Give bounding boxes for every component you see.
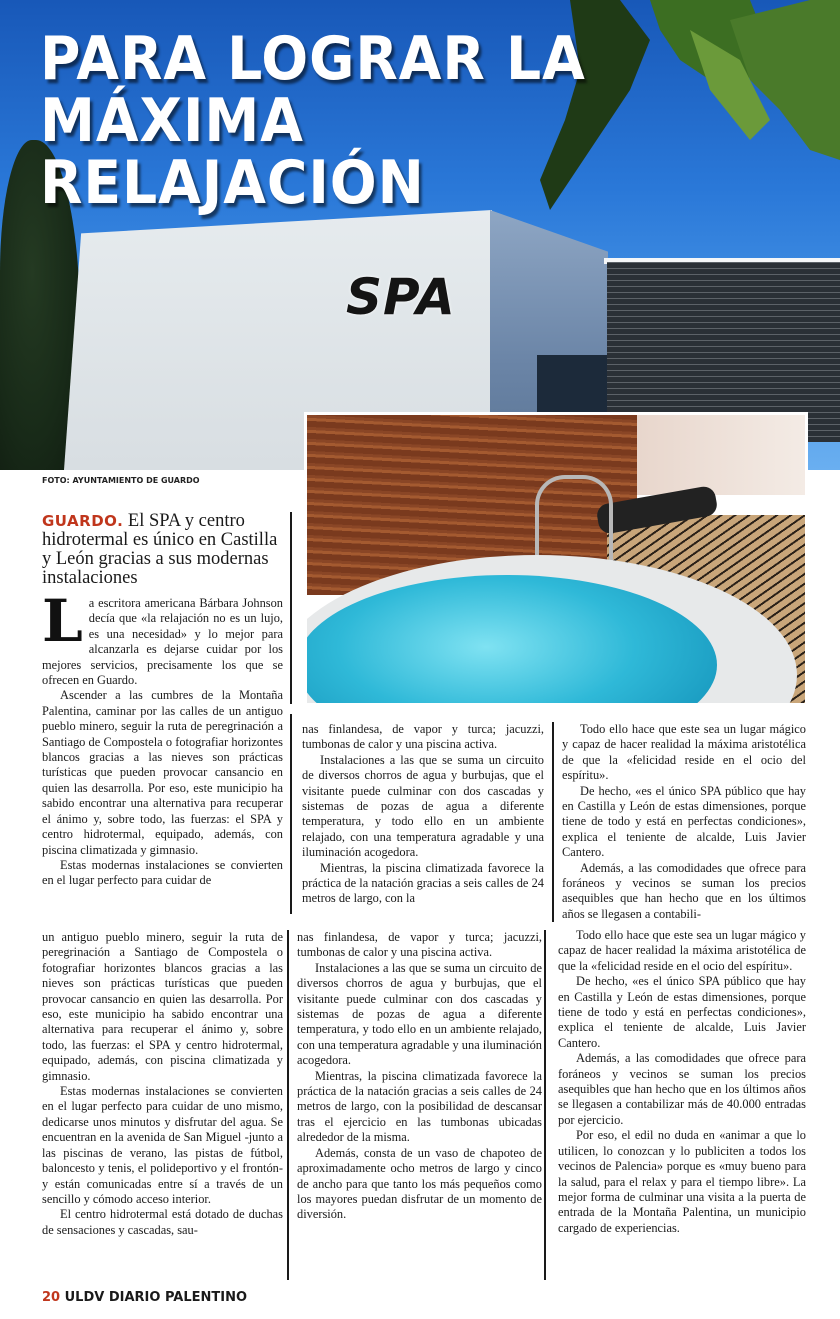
column-3 [562, 722, 806, 922]
deck-text: El SPA y centro hidrotermal es único en Castilla y León gracias a sus modernas instalaciones [42, 511, 278, 588]
hero-photo [0, 0, 840, 470]
paragraph: Además, a las comodidades que ofrece para foráneos y vecinos se suman los precios asequibles que han hecho que en los últimos años se llegasen a contabilizar más de 40.000 entradas por ejercicio. [558, 1051, 806, 1127]
paragraph: un antiguo pueblo minero, seguir la ruta de peregrinación a Santiago de Compostela o fotografiar horizontes blancos gracias a las nieves son prácticas turísticas que pueden provocar cansancio en quien las desarrolla. Por eso, este municipio ha sabido encontrar una alternativa para recuperar el ánimo y, sobre todo, las fuerzas: el SPA y centro hidrotermal, equipado, además, con piscina climatizada y gimnasio. [42, 930, 283, 1083]
paragraph: De hecho, «es el único SPA público que hay en Castilla y León de estas dimensiones, porque tiene de todo y está en perfectas condiciones», explica el teniente de alcalde, Luis Javier Cantero. [562, 783, 806, 860]
column-rule [287, 930, 289, 1280]
plaster-wall [637, 415, 808, 495]
headline-line-1: PARA LOGRAR LA [40, 24, 586, 94]
deck-location: GUARDO. [42, 512, 124, 530]
column-rule [544, 930, 546, 1280]
deck-subtitle [42, 512, 282, 588]
publication-name: ULDV DIARIO PALENTINO [64, 1290, 248, 1305]
column-1-continued [42, 930, 283, 1238]
column-rule [552, 722, 554, 922]
paragraph: Mientras, la piscina climatizada favorece la práctica de la natación gracias a seis calles de 24 metros de largo, con la posibilidad de descansar tras el ejercicio en las tumbonas ubicadas alrededor de la misma. [297, 1068, 542, 1145]
paragraph: Todo ello hace que este sea un lugar mágico y capaz de hacer realidad la máxima aristotélica de que la «felicidad reside en el ocio del espíritu». [562, 722, 806, 783]
building-door [537, 355, 607, 415]
page-number: 20 [42, 1290, 61, 1305]
paragraph: nas finlandesa, de vapor y turca; jacuzzi, tumbonas de calor y una piscina activa. [297, 930, 542, 960]
intro-paragraph [42, 587, 283, 688]
intro-text: a escritora americana Bárbara Johnson decía que «la relajación no es un lujo, es una necesidad» y lo mejor para alcanzarla es dejarse cuidar por los mejores servicios, precisamente los que se ofrecen en Guardo. [42, 596, 283, 688]
paragraph: El centro hidrotermal está dotado de duchas de sensaciones y cascadas, sau- [42, 1207, 283, 1237]
pool-photo [304, 412, 808, 706]
paragraph: nas finlandesa, de vapor y turca; jacuzzi, tumbonas de calor y una piscina activa. [302, 722, 544, 752]
headline-line-2: MÁXIMA RELAJACIÓN [40, 86, 425, 218]
paragraph: Instalaciones a las que se suma un circuito de diversos chorros de agua y burbujas, que el visitante puede culminar con dos cascadas y sistemas de pozas de agua a diferente temperatura, y todo ello en un ambiente relajado, con una temperatura agradable y una iluminación acogedora. [297, 960, 542, 1068]
column-3-continued [558, 928, 806, 1236]
paragraph: Estas modernas instalaciones se convierten en el lugar perfecto para cuidar de [42, 857, 283, 888]
photo-credit: FOTO: AYUNTAMIENTO DE GUARDO [42, 476, 200, 485]
paragraph: Instalaciones a las que se suma un circuito de diversos chorros de agua y burbujas, que el visitante puede culminar con dos cascadas y sistemas de pozas de agua a diferente temperatura, y todo ello en un ambiente relajado, con una temperatura agradable y una iluminación acogedora. [302, 752, 544, 860]
column-2-continued [297, 930, 542, 1223]
drop-cap: L [42, 587, 83, 655]
paragraph: Además, consta de un vaso de chapoteo de aproximadamente ocho metros de largo y cinco de ancho para que tanto los más pequeños como los mayores puedan disfrutar de un momento de diversión. [297, 1145, 542, 1222]
paragraph: De hecho, «es el único SPA público que hay en Castilla y León de estas dimensiones, porque tiene de todo y está en perfectas condiciones», explica el teniente de alcalde, Luis Javier Cantero. [558, 974, 806, 1050]
paragraph: Por eso, el edil no duda en «animar a que lo utilicen, lo conozcan y lo publiciten a todos los vecinos de Palencia» porque es «muy bueno para la salud, para el relax y para el tiempo libre». La mejor forma de culminar una visita a la puerta de entrada de la Montaña Palentina, un municipio cargado de experiencias. [558, 1128, 806, 1235]
paragraph: Mientras, la piscina climatizada favorece la práctica de la natación gracias a seis calles de 24 metros de largo, con la [302, 860, 544, 906]
page-footer [42, 1290, 247, 1305]
column-1 [42, 587, 283, 889]
headline [40, 24, 684, 218]
spa-sign: SPA [346, 268, 456, 326]
paragraph: Además, a las comodidades que ofrece para foráneos y vecinos se suman los precios asequibles que han hecho que en los últimos años se llegasen a contabili- [562, 860, 806, 921]
column-2 [302, 722, 544, 907]
column-rule [290, 512, 292, 704]
paragraph: Estas modernas instalaciones se convierten en el lugar perfecto para cuidar de uno mismo, dedicarse unos minutos y disfrutar del agua. Se encuentran en la avenida de San Miguel -junto a las piscinas de verano, las pistas de fútbol, baloncesto y tenis, el polideportivo y el frontón- y están comunicadas entre sí a través de un sencillo y cómodo acceso interior. [42, 1084, 283, 1206]
column-rule [290, 714, 292, 914]
paragraph: Todo ello hace que este sea un lugar mágico y capaz de hacer realidad la máxima aristotélica de que la «felicidad reside en el ocio del espíritu». [558, 928, 806, 973]
paragraph: Ascender a las cumbres de la Montaña Palentina, caminar por las calles de un antiguo pueblo minero, seguir la ruta de peregrinación a Santiago de Compostela o fotografiar horizontes blancos gracias a las nieves son prácticas turísticas que pueden provocar cansancio en quien las desarrolla. Por eso, este municipio ha sabido encontrar una alternativa para recuperar el ánimo y, sobre todo, las fuerzas: el SPA y centro hidrotermal, equipado, además, con piscina climatizada y gimnasio. [42, 688, 283, 857]
